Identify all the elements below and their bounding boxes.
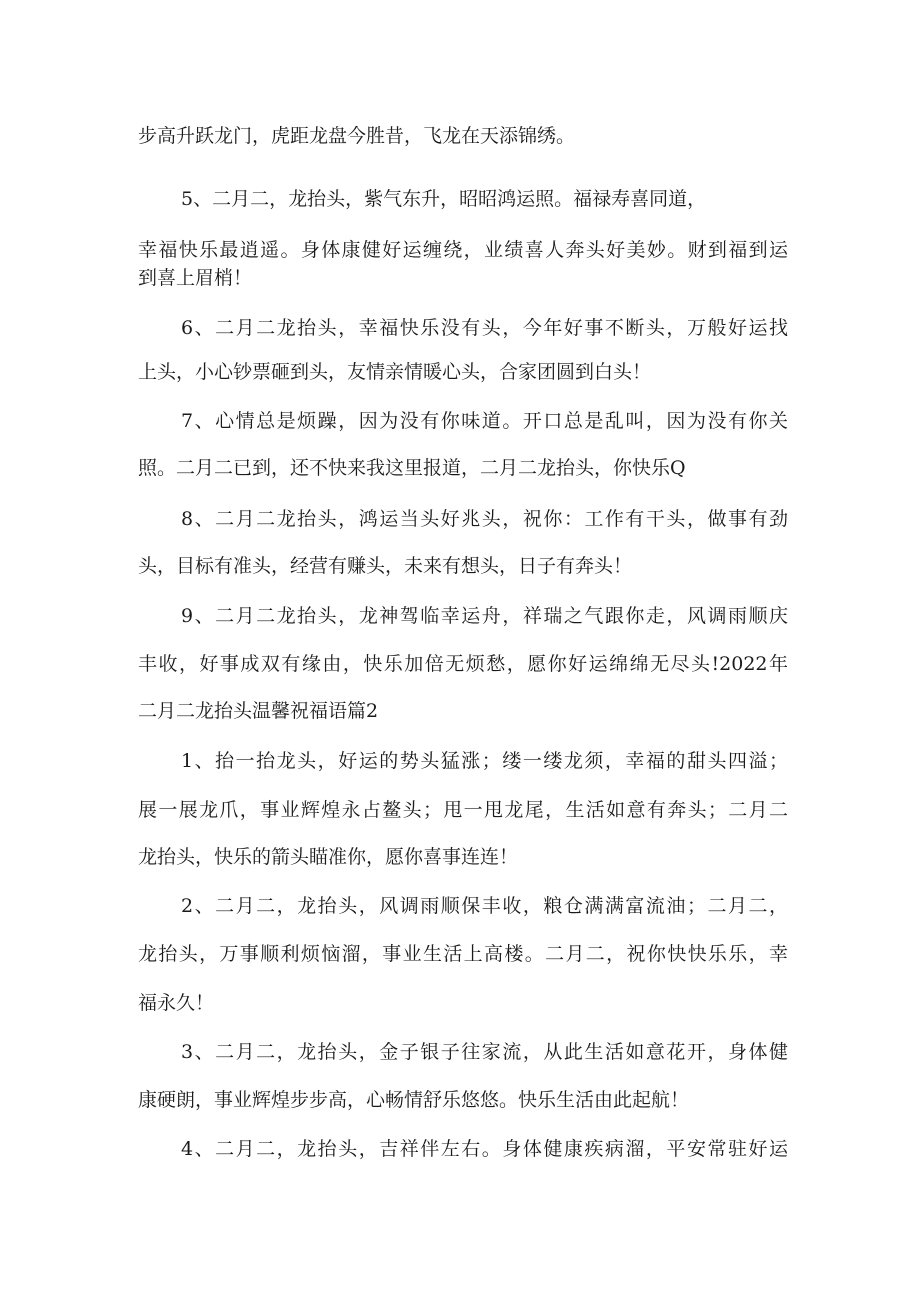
- text-line: 8、二月二龙抬头，鸿运当头好兆头，祝你：工作有干头，做事有劲: [181, 508, 788, 530]
- text-line: 龙抬头，快乐的箭头瞄准你，愿你喜事连连！: [138, 846, 519, 868]
- text-line: 幸福快乐最逍遥。身体康健好运缠绕，业绩喜人奔头好美妙。财到福到运: [138, 239, 788, 261]
- text-line: 丰收，好事成双有缘由，快乐加倍无烦愁，愿你好运绵绵无尽头!2022年: [138, 653, 788, 675]
- text-line: 4、二月二，龙抬头，吉祥伴左右。身体健康疾病溜，平安常驻好运: [181, 1138, 788, 1160]
- text-line: 到喜上眉梢！: [138, 267, 253, 289]
- text-line: 3、二月二，龙抬头，金子银子往家流，从此生活如意花开，身体健: [181, 1041, 788, 1063]
- text-line: 5、二月二，龙抬头，紫气东升，昭昭鸿运照。福禄寿喜同道，: [181, 188, 707, 210]
- text-line: 7、心情总是烦躁，因为没有你味道。开口总是乱叫，因为没有你关: [181, 410, 788, 432]
- text-line: 康硬朗，事业辉煌步步高，心畅情舒乐悠悠。快乐生活由此起航！: [138, 1089, 690, 1111]
- text-line: 上头，小心钞票砸到头，友情亲情暖心头，合家团圆到白头！: [138, 361, 652, 383]
- text-line: 6、二月二龙抬头，幸福快乐没有头，今年好事不断头，万般好运找: [181, 317, 788, 339]
- text-line: 步高升跃龙门，虎距龙盘今胜昔，飞龙在天添锦绣。: [138, 125, 576, 147]
- text-line: 福永久！: [138, 992, 215, 1014]
- text-line: 9、二月二龙抬头，龙神驾临幸运舟，祥瑞之气跟你走，风调雨顺庆: [181, 605, 788, 627]
- text-line: 龙抬头，万事顺利烦恼溜，事业生活上高楼。二月二，祝你快快乐乐，幸: [138, 943, 788, 965]
- text-line: 照。二月二已到，还不快来我这里报道，二月二龙抬头，你快乐Q: [138, 457, 686, 479]
- text-line: 1、抬一抬龙头，好运的势头猛涨；缕一缕龙须，幸福的甜头四溢；: [181, 750, 788, 772]
- text-line: 2、二月二，龙抬头，风调雨顺保丰收，粮仓满满富流油；二月二，: [181, 895, 788, 917]
- text-line: 头，目标有准头，经营有赚头，未来有想头，日子有奔头！: [138, 555, 633, 577]
- section-heading: 二月二龙抬头温馨祝福语篇2: [138, 700, 379, 722]
- text-line: 展一展龙爪，事业辉煌永占鳌头；甩一甩龙尾，生活如意有奔头；二月二: [138, 799, 788, 821]
